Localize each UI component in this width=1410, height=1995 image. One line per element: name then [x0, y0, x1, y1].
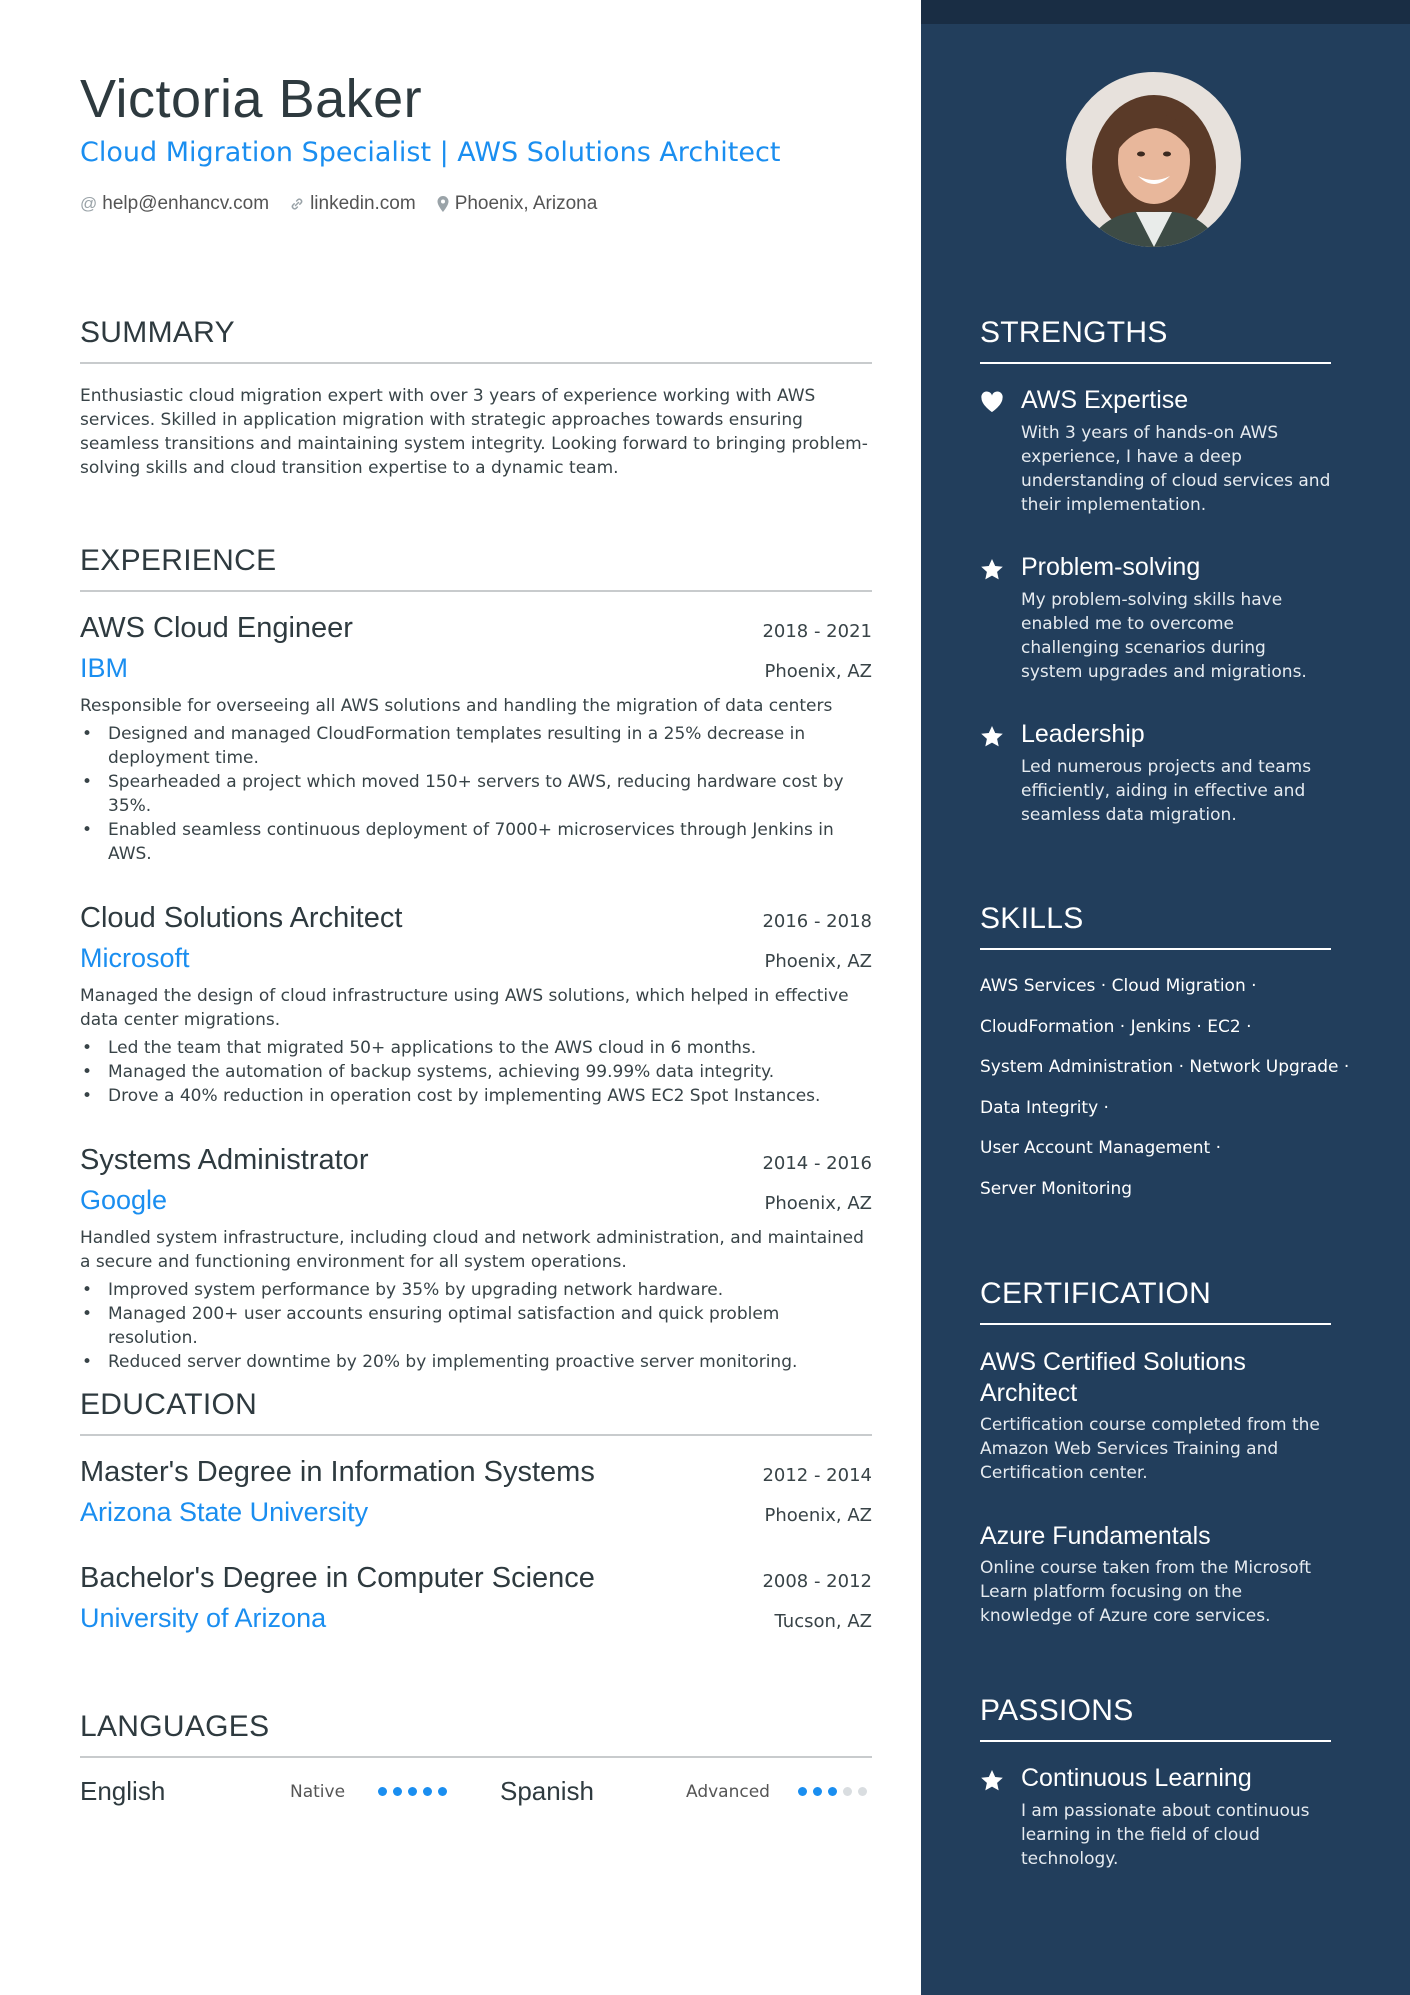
- rating-dot-filled: [378, 1787, 387, 1796]
- rating-dot-filled: [393, 1787, 402, 1796]
- certification-title: AWS Certified Solutions Architect: [980, 1348, 1246, 1407]
- contact-linkedin[interactable]: [289, 193, 416, 215]
- certification-item: [980, 1521, 1331, 1628]
- strength-description: Led numerous projects and teams efficiently, aiding in effective and seamless data migration.: [1021, 757, 1312, 825]
- languages-heading: LANGUAGES: [80, 1710, 872, 1758]
- strength-item: [980, 553, 1331, 684]
- experience-section: [80, 544, 872, 1374]
- strength-item: [980, 386, 1331, 517]
- education-entry: [80, 1562, 872, 1634]
- at-icon: @: [80, 194, 98, 213]
- job-company: IBM: [80, 653, 129, 683]
- rating-dot-filled: [438, 1787, 447, 1796]
- location-text: Phoenix, Arizona: [454, 193, 598, 214]
- job-bullet: • Managed 200+ user accounts ensuring optimal satisfaction and quick problem resolution.: [80, 1302, 872, 1350]
- sidebar-top-bar: [921, 0, 1410, 24]
- job-location: Phoenix, AZ: [764, 661, 872, 682]
- rating-dot-empty: [858, 1787, 867, 1796]
- skills-heading: SKILLS: [980, 902, 1331, 950]
- job-location: Phoenix, AZ: [764, 1193, 872, 1214]
- job-dates: 2014 - 2016: [762, 1153, 872, 1174]
- skills-section: [980, 902, 1350, 1209]
- star-icon: [980, 553, 1021, 684]
- candidate-name: Victoria Baker: [80, 69, 423, 129]
- strengths-heading: STRENGTHS: [980, 316, 1331, 364]
- certification-heading: CERTIFICATION: [980, 1277, 1331, 1325]
- job-bullet: • Drove a 40% reduction in operation cost by implementing AWS EC2 Spot Instances.: [80, 1084, 872, 1108]
- job-title: Cloud Solutions Architect: [80, 902, 403, 934]
- job-bullets: [80, 1278, 872, 1374]
- education-dates: 2012 - 2014: [762, 1465, 872, 1486]
- school-name: Arizona State University: [80, 1497, 369, 1527]
- experience-heading: EXPERIENCE: [80, 544, 872, 592]
- education-heading: EDUCATION: [80, 1388, 872, 1436]
- passions-section: [980, 1694, 1331, 1871]
- skill-line: Data Integrity ·: [980, 1097, 1109, 1118]
- language-level: Native: [290, 1781, 346, 1802]
- school-location: Phoenix, AZ: [764, 1505, 872, 1526]
- certification-section: [980, 1277, 1331, 1628]
- strength-description: With 3 years of hands-on AWS experience, I have a deep understanding of cloud services and their implementation.: [1021, 423, 1331, 515]
- job-company: Google: [80, 1185, 168, 1215]
- job-bullet: • Led the team that migrated 50+ applications to the AWS cloud in 6 months.: [80, 1036, 872, 1060]
- job-bullet: • Spearheaded a project which moved 150+ servers to AWS, reducing hardware cost by 35%.: [80, 770, 872, 818]
- job-bullets: [80, 722, 872, 866]
- job-description: Handled system infrastructure, including cloud and network administration, and maintained a secure and functioning environment for all system operations.: [80, 1228, 864, 1272]
- summary-text: Enthusiastic cloud migration expert with over 3 years of experience working with AWS services. Skilled in application migration with strategic approaches towards ensuring seamless transitions and maintaining system integrity. Looking forward to bringing problem-solving skills and cloud transition expertise to a dynamic team.: [80, 386, 868, 478]
- certification-title: Azure Fundamentals: [980, 1522, 1211, 1550]
- skill-line: User Account Management ·: [980, 1138, 1221, 1158]
- job-company: Microsoft: [80, 943, 190, 973]
- job-bullet: • Enabled seamless continuous deployment of 7000+ microservices through Jenkins in AWS.: [80, 818, 872, 866]
- summary-heading: SUMMARY: [80, 316, 872, 364]
- star-icon: [980, 720, 1021, 827]
- job-entry: [80, 1144, 872, 1374]
- email-text: help@enhancv.com: [102, 193, 270, 214]
- rating-dot-filled: [798, 1787, 807, 1796]
- link-icon: [289, 196, 305, 212]
- rating-dot-filled: [423, 1787, 432, 1796]
- passion-item: [980, 1764, 1331, 1871]
- rating-dot-filled: [408, 1787, 417, 1796]
- job-dates: 2016 - 2018: [762, 911, 872, 932]
- job-title: Systems Administrator: [80, 1144, 369, 1176]
- education-section: [80, 1388, 872, 1634]
- job-entry: [80, 612, 872, 866]
- contact-location: [436, 193, 598, 215]
- strength-title: AWS Expertise: [1021, 386, 1189, 414]
- job-description: Managed the design of cloud infrastructure using AWS solutions, which helped in effective data center migrations.: [80, 986, 849, 1030]
- language-entry: [80, 1776, 500, 1807]
- languages-section: [80, 1710, 872, 1807]
- education-entry: [80, 1456, 872, 1528]
- star-icon: [980, 1764, 1021, 1871]
- passion-title: Continuous Learning: [1021, 1764, 1252, 1792]
- language-name: Spanish: [500, 1776, 594, 1806]
- summary-section: [80, 316, 872, 480]
- language-entry: [500, 1776, 872, 1807]
- language-rating: [798, 1787, 867, 1796]
- language-name: English: [80, 1776, 166, 1806]
- job-bullet: • Reduced server downtime by 20% by implementing proactive server monitoring.: [80, 1350, 872, 1374]
- job-bullet: • Improved system performance by 35% by upgrading network hardware.: [80, 1278, 872, 1302]
- education-dates: 2008 - 2012: [762, 1571, 872, 1592]
- linkedin-text: linkedin.com: [310, 193, 416, 214]
- job-entry: [80, 902, 872, 1108]
- passions-heading: PASSIONS: [980, 1694, 1331, 1742]
- certification-description: Certification course completed from the Amazon Web Services Training and Certification center.: [980, 1415, 1320, 1483]
- school-location: Tucson, AZ: [774, 1611, 872, 1632]
- job-bullet: • Managed the automation of backup systems, achieving 99.99% data integrity.: [80, 1060, 872, 1084]
- skill-line: System Administration · Network Upgrade ·: [980, 1057, 1350, 1077]
- rating-dot-filled: [828, 1787, 837, 1796]
- certification-item: [980, 1347, 1331, 1485]
- strengths-section: [980, 316, 1331, 827]
- strength-item: [980, 720, 1331, 827]
- skill-line: Server Monitoring: [980, 1178, 1133, 1199]
- rating-dot-empty: [843, 1787, 852, 1796]
- heart-icon: [980, 386, 1021, 517]
- job-title: AWS Cloud Engineer: [80, 612, 353, 644]
- language-rating: [378, 1787, 447, 1796]
- job-description: Responsible for overseeing all AWS solutions and handling the migration of data centers: [80, 696, 833, 716]
- contact-bar: [80, 193, 597, 215]
- strength-description: My problem-solving skills have enabled me to overcome challenging scenarios during system upgrades and migrations.: [1021, 590, 1307, 682]
- job-bullet: • Designed and managed CloudFormation templates resulting in a 25% decrease in deployment time.: [80, 722, 872, 770]
- candidate-title: Cloud Migration Specialist | AWS Solutions Architect: [80, 137, 781, 168]
- skill-line: CloudFormation · Jenkins · EC2 ·: [980, 1016, 1252, 1037]
- skills-list: [980, 966, 1350, 1209]
- certification-description: Online course taken from the Microsoft Learn platform focusing on the knowledge of Azure core services.: [980, 1558, 1312, 1626]
- strength-title: Problem-solving: [1021, 553, 1201, 581]
- job-dates: 2018 - 2021: [762, 621, 872, 642]
- language-level: Advanced: [686, 1781, 770, 1802]
- contact-email[interactable]: [80, 193, 269, 215]
- job-bullets: [80, 1036, 872, 1108]
- location-pin-icon: [436, 195, 450, 213]
- profile-photo: [1066, 72, 1241, 247]
- skill-line: AWS Services · Cloud Migration ·: [980, 976, 1257, 996]
- degree-title: Bachelor's Degree in Computer Science: [80, 1562, 595, 1594]
- job-location: Phoenix, AZ: [764, 951, 872, 972]
- rating-dot-filled: [813, 1787, 822, 1796]
- passion-description: I am passionate about continuous learning in the field of cloud technology.: [1021, 1801, 1310, 1869]
- degree-title: Master's Degree in Information Systems: [80, 1456, 595, 1488]
- school-name: University of Arizona: [80, 1603, 327, 1633]
- strength-title: Leadership: [1021, 720, 1145, 748]
